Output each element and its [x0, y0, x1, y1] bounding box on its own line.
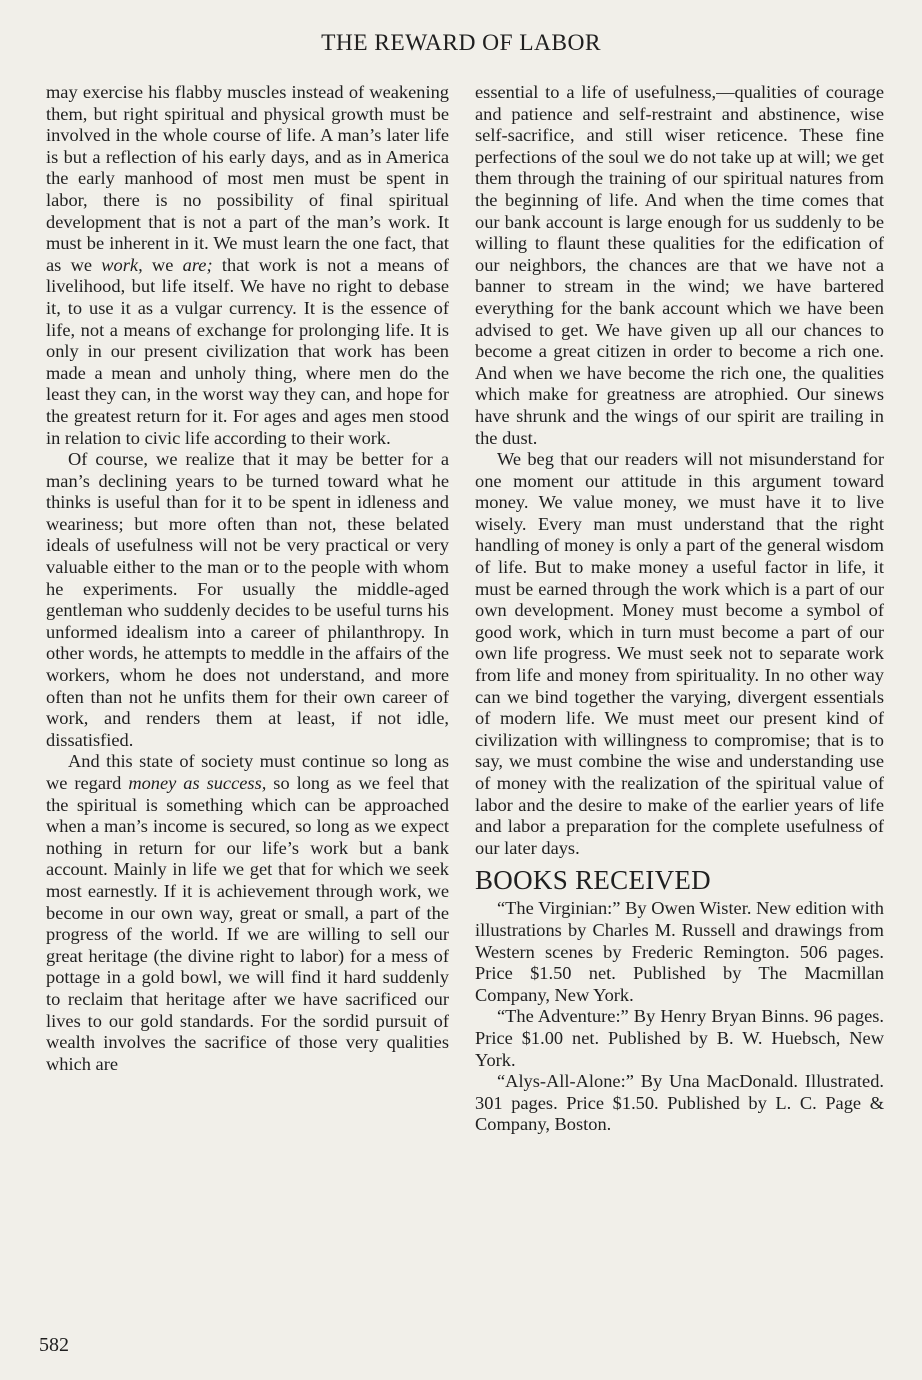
book-entry: “Alys-All-Alone:” By Una MacDonald. Illustrated. 301 pages. Price $1.50. Published by L. C. Page & Company, Boston.: [475, 1071, 884, 1135]
emphasis-money-as-success: money as success,: [128, 773, 267, 793]
right-paragraph-1: essential to a life of usefulness,—qualities of courage and patience and self-restraint and abstinence, wise self-sacrifice, and still wiser reticence. These fine perfections of the soul we do not take up at will; we get them through the training of our spiritual natures from the beginning of life. And when the time comes that our bank account is large enough for us suddenly to be willing to flaunt these qualities for the edification of our neighbors, the chances are that we have not a banner to stream in the wind; we have bartered everything for the bank account which we have been advised to get. We have given up all our chances to become a great citizen in order to become a rich one. And when we have become the rich one, the qualities which make for greatness are atrophied. Our sinews have shrunk and the wings of our spirit are trailing in the dust.: [475, 82, 884, 448]
left-paragraph-2: Of course, we realize that it may be better for a man’s declining years to be turned toward what he thinks is useful than for it to be spent in idleness and weariness; but more often than not, these belated ideals of usefulness will not be very practical or very valuable either to the man or to the people with whom he experiments. For usually the middle-aged gentleman who suddenly decides to be useful turns his unformed idealism into a career of philanthropy. In other words, he attempts to meddle in the affairs of the workers, whom he does not understand, and more often than not he unfits them for their own career of work, and renders them at least, if not idle, dissatisfied.: [46, 449, 449, 750]
left-column: [46, 82, 449, 1075]
text-run: so long as we feel that the spiritual is something which can be approached when a man’s income is secured, so long as we expect nothing in return for our life’s work but a bank account. Mainly in life we get that for which we seek most earnestly. If it is achievement through work, we become in our own way, great or small, a part of the progress of the world. If we are willing to sell our great heritage (the divine right to labor) for a mess of pottage in a gold bowl, we will find it hard suddenly to reclaim that heritage after we have sacrificed our lives to our gold standards. For the sordid pursuit of wealth involves the sacrifice of those very qualities which are: [46, 773, 450, 1074]
book-entry: “The Adventure:” By Henry Bryan Binns. 96 pages. Price $1.00 net. Published by B. W. Huebsch, New York.: [475, 1006, 884, 1070]
text-run: And this state of society must continue so long as we regard: [46, 751, 449, 793]
right-column: [475, 82, 884, 1136]
emphasis-are: are;: [182, 254, 213, 275]
book-entry: “The Virginian:” By Owen Wister. New edition with illustrations by Charles M. Russell and drawings from Western scenes by Frederic Remington. 506 pages. Price $1.50 net. Published by The Macmillan Company, New York.: [475, 898, 884, 1005]
right-paragraph-2: We beg that our readers will not misunderstand for one moment our attitude in this argument toward money. We value money, we must have it to live wisely. Every man must understand that the right handling of money is only a part of the general wisdom of life. But to make money a useful factor in life, it must be earned through the work which is a part of our own development. Money must become a symbol of good work, which in turn must become a part of our own life progress. We must seek not to separate work from life and money from spirituality. In no other way can we bind together the varying, divergent essentials of modern life. We must meet our present kind of civilization with willingness to compromise; that is to say, we must combine the wise and understanding use of money with the realization of the spiritual value of labor and the desire to make of the earlier years of life and labor a preparation for the complete usefulness of our later days.: [475, 449, 884, 858]
text-run: we: [142, 254, 183, 275]
emphasis-work: work,: [101, 254, 143, 275]
page-header-title: THE REWARD OF LABOR: [321, 30, 601, 56]
left-paragraph-3: [46, 751, 449, 1075]
text-run: that work is not a means of livelihood, but life itself. We have no right to debase it, to use it as a vulgar currency. It is the essence of life, not a means of exchange for prolonging life. It is only in our present civilization that work has been made a mean and unholy thing, where men do the least they can, in the worst way they can, and hope for the greatest return for it. For ages and ages men stood in relation to civic life according to their work.: [46, 254, 450, 448]
books-received-heading: BOOKS RECEIVED: [475, 865, 711, 896]
text-run: may exercise his flabby muscles instead of weakening them, but right spiritual and physical growth must be involved in the whole course of life. A man’s later life is but a reflection of his early days, and as in America the early manhood of most men must be spent in labor, there is no possibility of final spiritual development that is not a part of the man’s work. It must be inherent in it. We must learn the one fact, that as we: [46, 82, 449, 275]
left-paragraph-1: [46, 82, 449, 449]
page-number: 582: [39, 1334, 69, 1356]
